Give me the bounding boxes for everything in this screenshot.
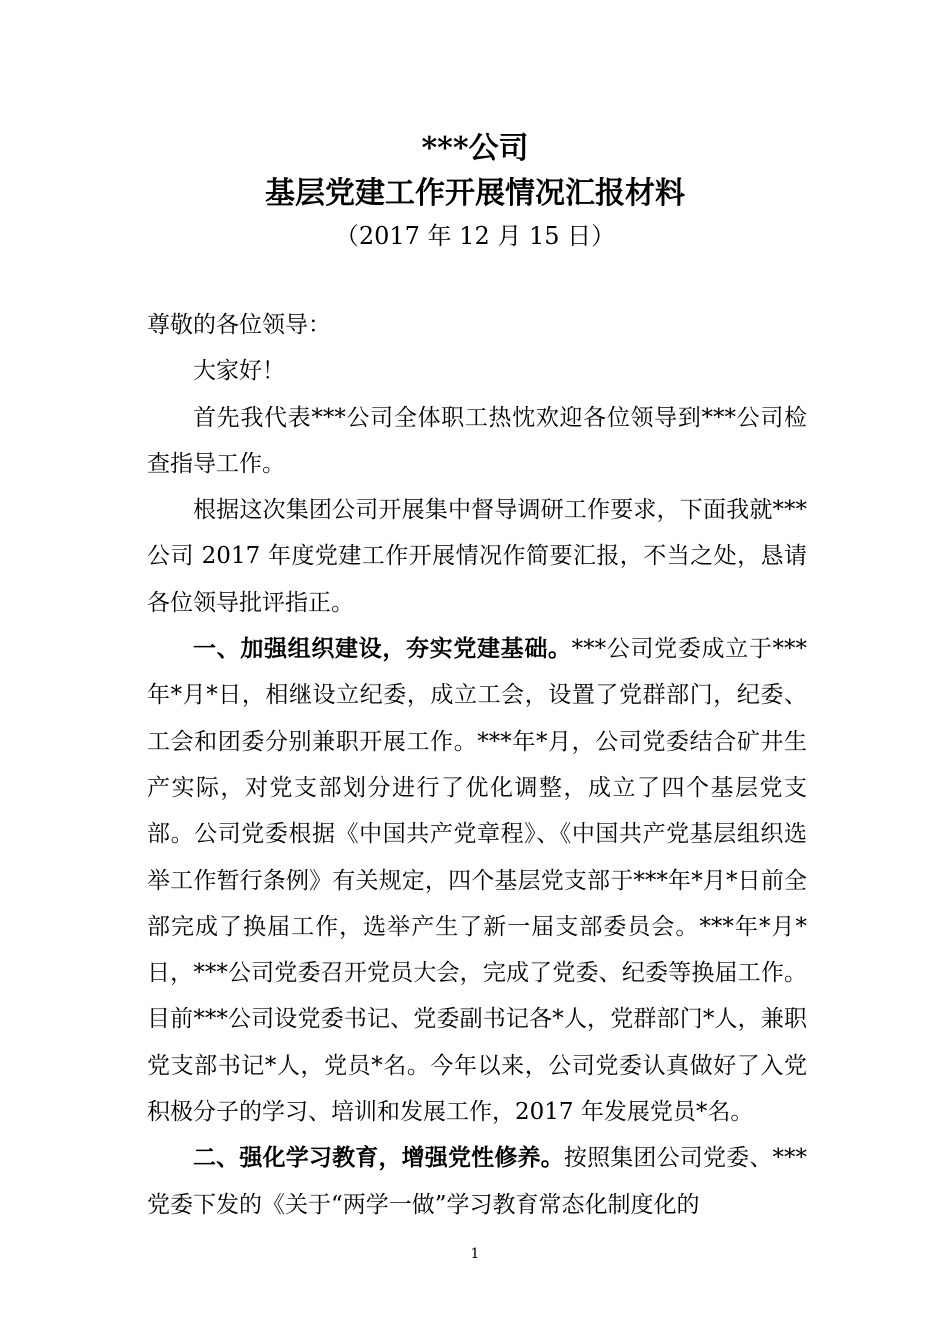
document-body	[147, 302, 807, 1228]
document-title-main: 基层党建工作开展情况汇报材料	[265, 176, 685, 211]
section-1-heading: 一、加强组织建设，夯实党建基础。	[193, 635, 572, 663]
page-number: 1	[470, 1246, 480, 1262]
paragraph-intro: 根据这次集团公司开展集中督导调研工作要求，下面我就***公司 2017 年度党建工作开展情况作简要汇报，不当之处，恳请各位领导批评指正。	[147, 497, 807, 616]
section-1-paragraph	[147, 626, 807, 1135]
paragraph-welcome: 首先我代表***公司全体职工热忱欢迎各位领导到***公司检查指导工作。	[147, 404, 807, 477]
section-1-body: ***公司党委成立于***年*月*日，相继设立纪委，成立工会，设置了党群部门，纪委、工会和团委分别兼职开展工作。***年*月，公司党委结合矿井生产实际，对党支部划分进行了优化调整，成立了四个基层党支部。公司党委根据《中国共产党章程》、《中国共产党基层组织选举工作暂行条例》有关规定，四个基层党支部于***年*月*日前全部完成了换届工作，选举产生了新一届支部委员会。***年*月*日，***公司党委召开党员大会，完成了党委、纪委等换届工作。目前***公司设党委书记、党委副书记各*人，党群部门*人，兼职党支部书记*人，党员*名。今年以来，公司党委认真做好了入党积极分子的学习、培训和发展工作，2017 年发展党员*名。	[147, 636, 808, 1126]
greeting: 大家好！	[193, 358, 285, 385]
section-2-paragraph	[147, 1135, 807, 1228]
salutation: 尊敬的各位领导：	[147, 312, 331, 338]
section-2-heading: 二、强化学习教育，增强党性修养。	[193, 1144, 564, 1172]
document-title-company: ***公司	[421, 131, 529, 166]
document-date: （2017 年 12 月 15 日）	[334, 222, 616, 250]
section-2-body: 按照集团公司党委、***党委下发的《关于“两学一做”学习教育常态化制度化的	[147, 1145, 808, 1218]
